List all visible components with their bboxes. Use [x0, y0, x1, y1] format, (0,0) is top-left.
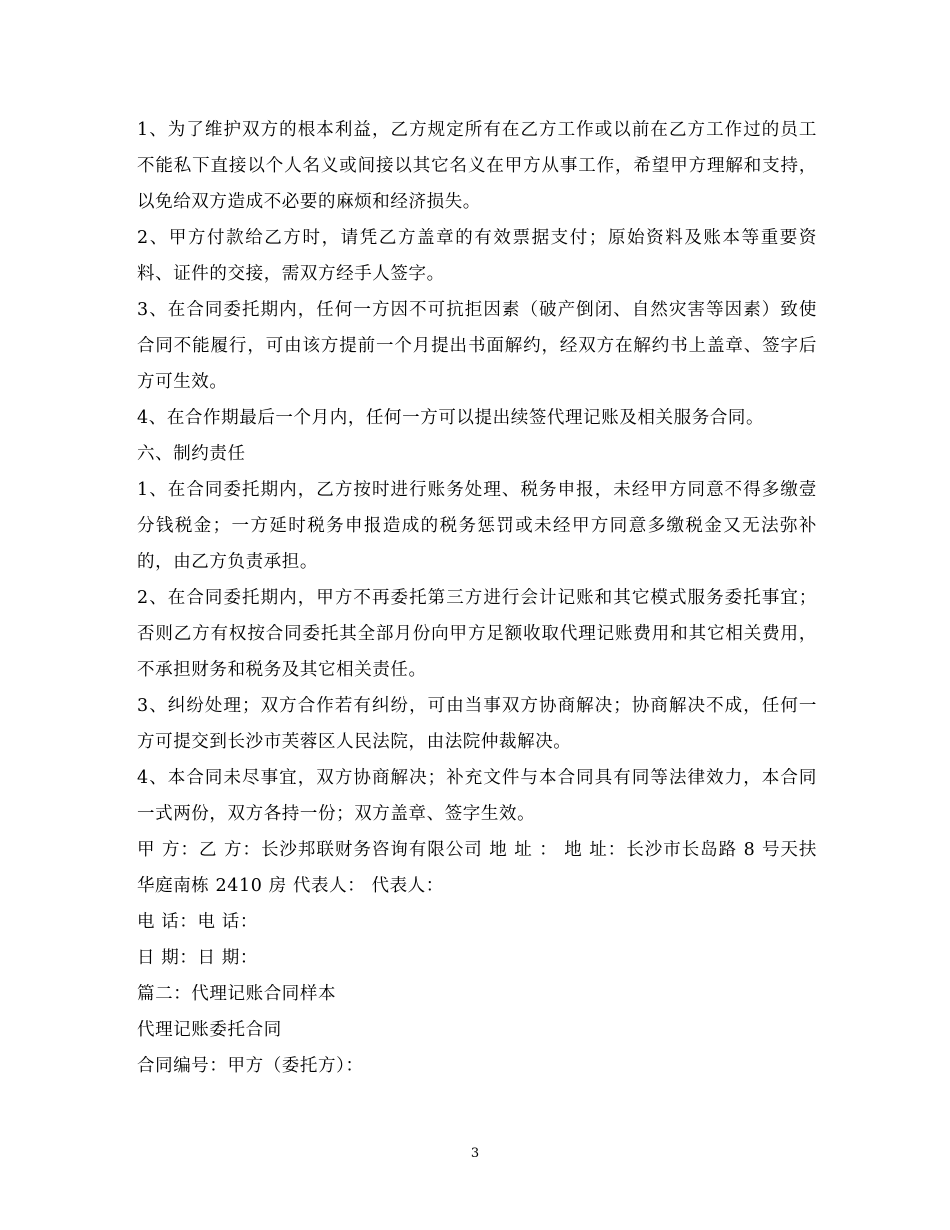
clause-paragraph: 3、在合同委托期内，任何一方因不可抗拒因素（破产倒闭、自然灾害等因素）致使合同不能履行，可由该方提前一个月提出书面解约，经双方在解约书上盖章、签字后方可生效。 [137, 300, 817, 392]
clause-paragraph: 1、在合同委托期内，乙方按时进行账务处理、税务申报，未经甲方同意不得多缴壹分钱税金；一方延时税务申报造成的税务惩罚或未经甲方同意多缴税金又无法弥补的，由乙方负责承担。 [137, 480, 817, 572]
clause-paragraph: 4、在合作期最后一个月内，任何一方可以提出续签代理记账及相关服务合同。 [137, 408, 765, 428]
signature-parties-line: 甲 方：乙 方：长沙邦联财务咨询有限公司 地 址 ： 地 址：长沙市长岛路 8 号天扶华庭南栋 2410 房 代表人： 代表人： [137, 840, 817, 896]
contract-title: 代理记账委托合同 [137, 1020, 282, 1040]
date-line: 日 期：日 期： [137, 948, 258, 968]
clause-paragraph: 2、在合同委托期内，甲方不再委托第三方进行会计记账和其它模式服务委托事宜；否则乙方有权按合同委托其全部月份向甲方足额收取代理记账费用和其它相关费用，不承担财务和税务及其它相关责任。 [137, 588, 817, 680]
document-body [137, 112, 817, 1084]
clause-paragraph: 2、甲方付款给乙方时，请凭乙方盖章的有效票据支付；原始资料及账本等重要资料、证件的交接，需双方经手人签字。 [137, 228, 817, 284]
clause-paragraph: 4、本合同未尽事宜，双方协商解决；补充文件与本合同具有同等法律效力，本合同一式两份，双方各持一份；双方盖章、签字生效。 [137, 768, 817, 824]
clause-paragraph: 3、纠纷处理；双方合作若有纠纷，可由当事双方协商解决；协商解决不成，任何一方可提交到长沙市芙蓉区人民法院，由法院仲裁解决。 [137, 696, 817, 752]
chapter-heading: 篇二：代理记账合同样本 [137, 984, 337, 1004]
phone-line: 电 话：电 话： [137, 912, 258, 932]
contract-number-line: 合同编号：甲方（委托方）： [137, 1056, 364, 1076]
clause-paragraph: 1、为了维护双方的根本利益，乙方规定所有在乙方工作或以前在乙方工作过的员工不能私下直接以个人名义或间接以其它名义在甲方从事工作，希望甲方理解和支持，以免给双方造成不必要的麻烦和经济损失。 [137, 120, 817, 212]
page-number: 3 [470, 1146, 480, 1161]
section-heading: 六、制约责任 [137, 444, 246, 464]
